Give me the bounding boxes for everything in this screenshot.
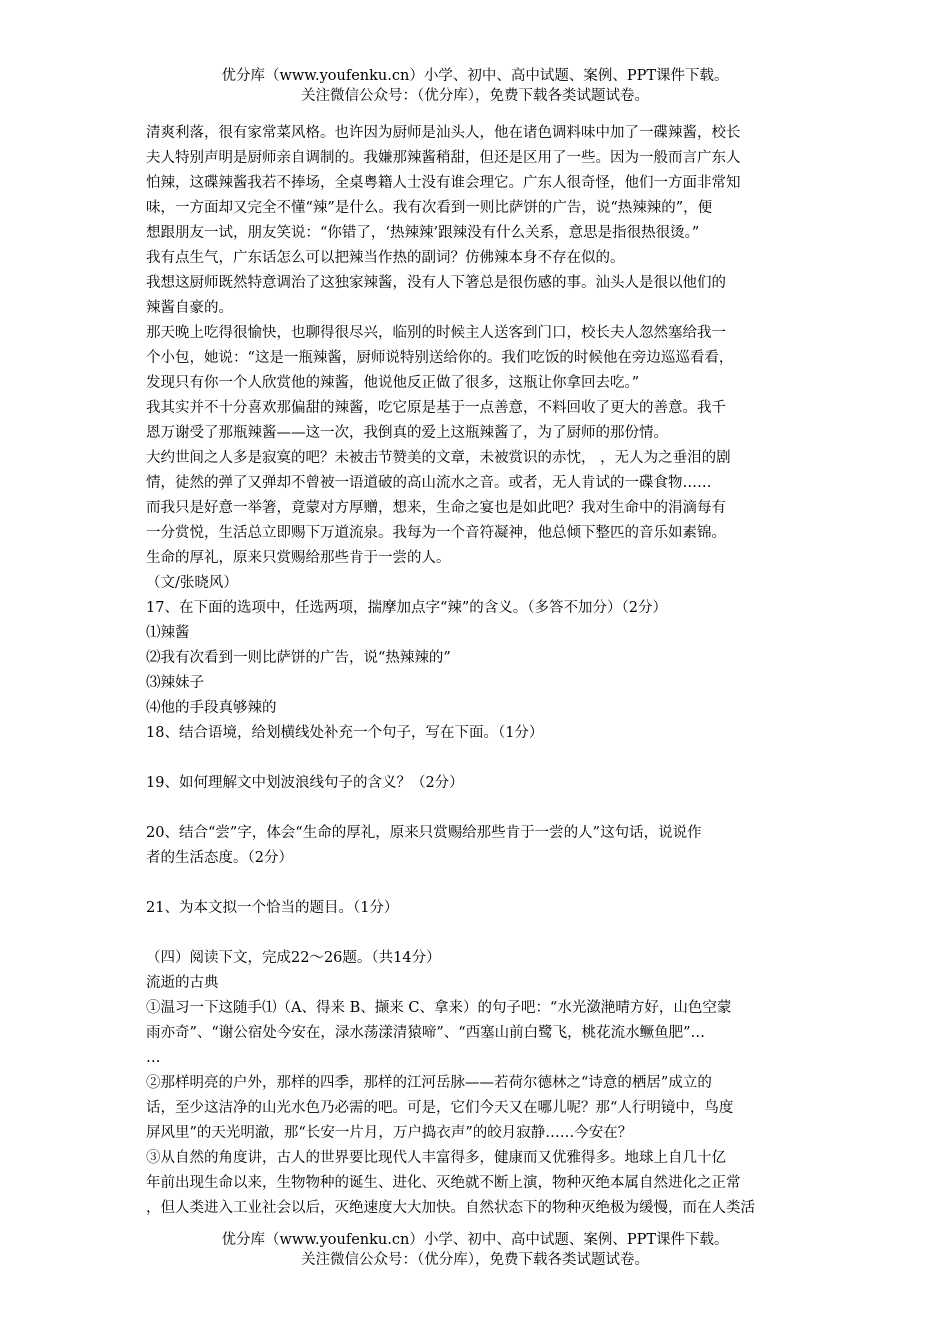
question-17: 17、在下面的选项中，任选两项，揣摩加点字“辣”的含义。（多答不加分）（2分） [146, 600, 667, 616]
document-body [146, 121, 808, 1221]
questions [146, 596, 808, 946]
passage-line: 夫人特别声明是厨师亲自调制的。我嫌那辣酱稍甜，但还是区用了一些。因为一般而言广东人 [146, 150, 741, 166]
article-line: ③从自然的角度讲，古人的世界要比现代人丰富得多，健康而又优雅得多。地球上自几十亿 [146, 1150, 726, 1166]
article-line: 话，至少这洁净的山光水色乃必需的吧。可是，它们今天又在哪儿呢？那“人行明镜中，鸟度 [146, 1100, 734, 1116]
article-title: 流逝的古典 [146, 975, 219, 991]
passage-line: 个小包，她说：“这是一瓶辣酱，厨师说特别送给你的。我们吃饭的时候他在旁边巡巡看看， [146, 350, 734, 366]
article-line: ①温习一下这随手⑴（A、得来 B、撷来 C、拿来）的句子吧：“水光潋滟晴方好，山色空蒙 [146, 1000, 732, 1016]
passage-line: 怕辣，这碟辣酱我若不捧场，全桌粤籍人士没有谁会理它。广东人很奇怪，他们一方面非常知 [146, 175, 741, 191]
article-line: 年前出现生命以来，生物物种的诞生、进化、灭绝就不断上演，物种灭绝本属自然进化之正常 [146, 1175, 741, 1191]
passage-line: 一分赏悦，生活总立即赐下万道流泉。我每为一个音符凝神，他总倾下整匹的音乐如素锦。 [146, 525, 726, 541]
header-line-2: 关注微信公众号：（优分库），免费下载各类试题试卷。 [301, 88, 649, 104]
passage-line: 大约世间之人多是寂寞的吧？未被击节赞美的文章，未被赏识的赤忱， ，无人为之垂泪的剧 [146, 450, 731, 466]
passage-line: 发现只有你一个人欣赏他的辣酱，他说他反正做了很多，这瓶让你拿回去吃。” [146, 375, 640, 391]
passage-line: 情，徒然的弹了又弹却不曾被一语道破的高山流水之音。或者，无人肯试的一碟食物…… [146, 475, 712, 491]
question-21: 21、为本文拟一个恰当的题目。（1分） [146, 900, 399, 916]
article-line: 雨亦奇”、“谢公宿处今安在，渌水荡漾清猿啼”、“西塞山前白鹭飞，桃花流水鳜鱼肥”… [146, 1025, 706, 1041]
article-line: ，但人类进入工业社会以后，灭绝速度大大加快。自然状态下的物种灭绝极为缓慢，而在人类活 [146, 1200, 755, 1216]
passage-line: 清爽利落，很有家常菜风格。也许因为厨师是汕头人，他在诸色调料味中加了一碟辣酱，校长 [146, 125, 741, 141]
answer-space [146, 746, 808, 771]
page-footer [0, 1230, 950, 1270]
question-17-option: ⑵我有次看到一则比萨饼的广告，说“热辣辣的” [146, 650, 451, 666]
header-line-1: 优分库（www.youfenku.cn）小学、初中、高中试题、案例、PPT课件下载。 [221, 68, 729, 84]
footer-line-2: 关注微信公众号：（优分库），免费下载各类试题试卷。 [301, 1252, 649, 1268]
question-17-option: ⑷他的手段真够辣的 [146, 700, 277, 716]
question-18: 18、结合语境，给划横线处补充一个句子，写在下面。（1分） [146, 725, 544, 741]
passage-line: 我有点生气，广东话怎么可以把辣当作热的副词？仿佛辣本身不存在似的。 [146, 250, 625, 266]
passage [146, 121, 808, 596]
author-credit: （文/张晓风） [146, 575, 238, 591]
question-20-cont: 者的生活态度。（2分） [146, 850, 293, 866]
question-17-option: ⑶辣妹子 [146, 675, 204, 691]
article-line: … [146, 1050, 161, 1066]
answer-space [146, 921, 808, 946]
question-19: 19、如何理解文中划波浪线句子的含义？（2分） [146, 775, 464, 791]
section-4 [146, 946, 808, 1221]
passage-line: 辣酱自豪的。 [146, 300, 233, 316]
passage-line: 味，一方面却又完全不懂“辣”是什么。我有次看到一则比萨饼的广告，说“热辣辣的”，便 [146, 200, 713, 216]
article-line: 屏风里”的天光明澈，那“长安一片月，万户捣衣声”的皎月寂静……今安在？ [146, 1125, 633, 1141]
page-header [0, 66, 950, 106]
passage-line: 我想这厨师既然特意调治了这独家辣酱，没有人下箸总是很伤感的事。汕头人是很以他们的 [146, 275, 726, 291]
passage-line: 而我只是好意一举箸，竟蒙对方厚赠，想来，生命之宴也是如此吧？我对生命中的涓滴每有 [146, 500, 726, 516]
question-20: 20、结合“尝”字，体会“生命的厚礼，原来只赏赐给那些肯于一尝的人”这句话，说说作 [146, 825, 702, 841]
passage-line: 那天晚上吃得很愉快，也聊得很尽兴，临别的时候主人送客到门口，校长夫人忽然塞给我一 [146, 325, 726, 341]
passage-line: 我其实并不十分喜欢那偏甜的辣酱，吃它原是基于一点善意，不料回收了更大的善意。我千 [146, 400, 726, 416]
passage-line: 恩万谢受了那瓶辣酱——这一次，我倒真的爱上这瓶辣酱了，为了厨师的那份情。 [146, 425, 668, 441]
answer-space [146, 796, 808, 821]
question-17-option: ⑴辣酱 [146, 625, 190, 641]
footer-line-1: 优分库（www.youfenku.cn）小学、初中、高中试题、案例、PPT课件下载。 [221, 1232, 729, 1248]
passage-line: 生命的厚礼，原来只赏赐给那些肯于一尝的人。 [146, 550, 451, 566]
article-line: ②那样明亮的户外，那样的四季，那样的江河岳脉——若荷尔德林之“诗意的栖居”成立的 [146, 1075, 712, 1091]
passage-line: 想跟朋友一试，朋友笑说：“你错了，‘热辣辣’跟辣没有什么关系，意思是指很热很烫。” [146, 225, 700, 241]
answer-space [146, 871, 808, 896]
section-heading: （四）阅读下文，完成22～26题。（共14分） [146, 950, 441, 966]
